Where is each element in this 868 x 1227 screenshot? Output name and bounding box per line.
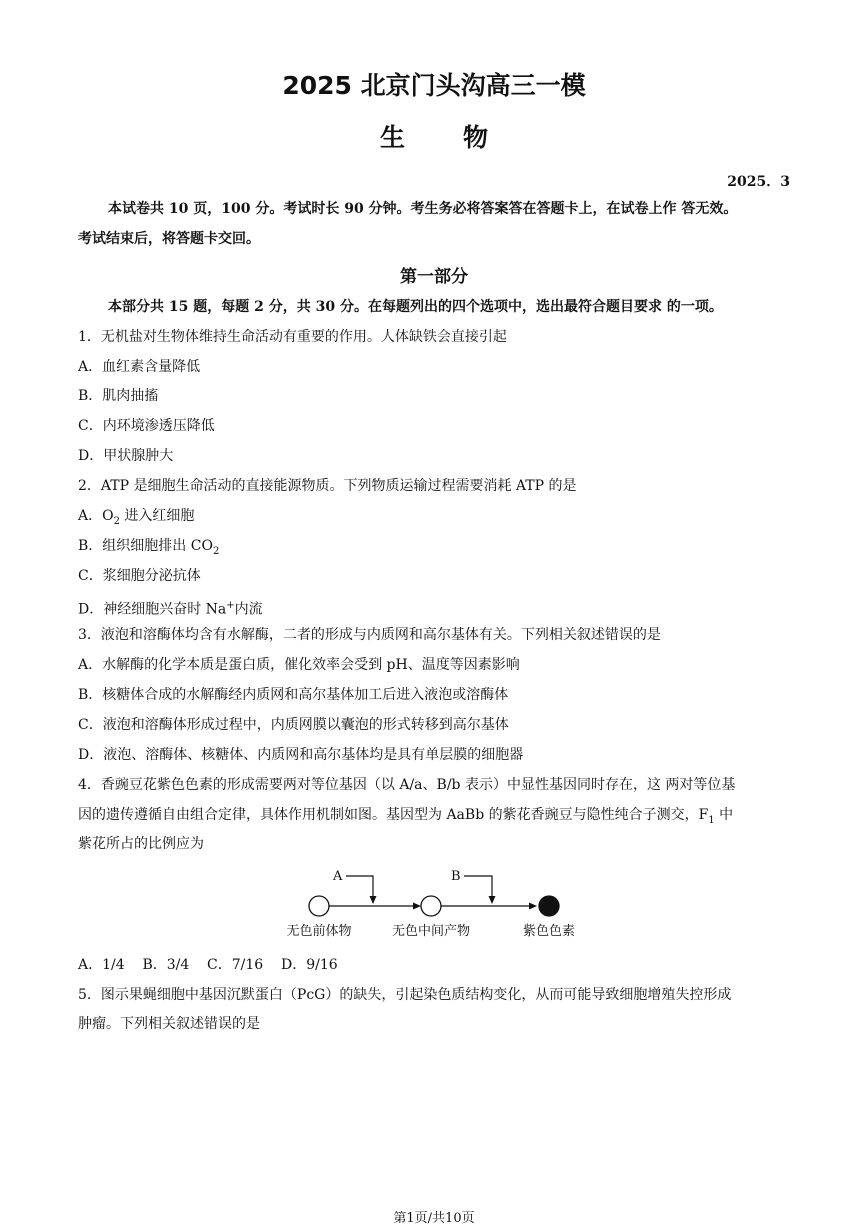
q2-option-d-sup: + — [226, 600, 235, 611]
q2-option-a-text: A．O — [78, 508, 114, 524]
intro-line-2: 考试结束后，将答题卡交回。 — [78, 231, 260, 247]
q3-stem: 3．液泡和溶酶体均含有水解酶，二者的形成与内质网和高尔基体有关。下列相关叙述错误的是 — [78, 627, 661, 643]
intermediate-node — [421, 896, 441, 916]
gene-a-arrow — [346, 876, 373, 902]
intermediate-label: 无色中间产物 — [391, 924, 471, 939]
q4-stem-line-2-text: 因的遗传遵循自由组合定律，具体作用机制如图。基因型为 AaBb 的紫花香豌豆与隐性纯合子测交，F — [78, 807, 709, 823]
gene-a-arrow-head — [370, 896, 377, 904]
page-footer: 第1页/共10页 — [393, 1211, 475, 1226]
intro-line-1: 本试卷共 10 页，100 分。考试时长 90 分钟。考生务必将答案答在答题卡上，在试卷上作 答无效。 — [108, 201, 738, 217]
q2-option-d — [78, 596, 263, 620]
gene-b-label: B — [451, 869, 461, 884]
gene-b-arrow — [464, 876, 492, 902]
q3-option-c: C．液泡和溶酶体形成过程中，内质网膜以囊泡的形式转移到高尔基体 — [78, 717, 509, 733]
q1-option-d: D．甲状腺肿大 — [78, 448, 174, 464]
q1-option-a: A．血红素含量降低 — [78, 359, 201, 375]
q4-stem-line-1: 4．香豌豆花紫色色素的形成需要两对等位基因（以 A/a、B/b 表示）中显性基因同时存在，这 两对等位基 — [78, 777, 736, 793]
q2-stem: 2．ATP 是细胞生命活动的直接能源物质。下列物质运输过程需要消耗 ATP 的是 — [78, 478, 577, 494]
q4-stem-line-2-sub: 1 — [708, 814, 715, 826]
q2-option-b-sub: 2 — [212, 545, 220, 557]
pigment-pathway-diagram — [270, 862, 600, 944]
precursor-label: 无色前体物 — [286, 924, 352, 939]
q4-stem-line-2-rest: 中 — [714, 807, 734, 823]
q2-option-a-rest: 进入红细胞 — [119, 508, 195, 524]
gene-a-label: A — [333, 869, 343, 884]
arrow-1-head — [413, 903, 421, 910]
q4-options: A．1/4 B．3/4 C．7/16 D．9/16 — [78, 957, 338, 973]
q3-option-b: B．核糖体合成的水解酶经内质网和高尔基体加工后进入液泡或溶酶体 — [78, 687, 509, 703]
q4-stem-line-2 — [78, 805, 733, 831]
section-heading: 第一部分 — [400, 267, 468, 287]
exam-date: 2025．3 — [727, 174, 790, 190]
q1-option-b: B．肌肉抽搐 — [78, 388, 159, 404]
gene-b-arrow-head — [489, 896, 496, 904]
q2-option-b-text: B．组织细胞排出 CO — [78, 538, 213, 554]
pigment-label: 紫色色素 — [522, 924, 576, 939]
q2-option-d-text: D．神经细胞兴奋时 Na — [78, 601, 227, 618]
q5-stem-line-1: 5．图示果蝇细胞中基因沉默蛋白（PcG）的缺失，引起染色质结构变化，从而可能导致细胞增殖失控形成 — [78, 987, 732, 1003]
q2-option-b — [78, 536, 219, 562]
q2-option-a — [78, 506, 194, 532]
q2-option-d-rest: 内流 — [234, 601, 263, 618]
q1-option-c: C．内环境渗透压降低 — [78, 418, 215, 434]
q4-stem-line-3: 紫花所占的比例应为 — [78, 836, 204, 852]
q5-stem-line-2: 肿瘤。下列相关叙述错误的是 — [78, 1016, 260, 1032]
arrow-2-head — [529, 903, 537, 910]
q2-option-c: C．浆细胞分泌抗体 — [78, 568, 201, 584]
q3-option-a: A．水解酶的化学本质是蛋白质，催化效率会受到 pH、温度等因素影响 — [78, 657, 520, 673]
exam-title: 2025 北京门头沟高三一模 — [282, 71, 586, 100]
subject-title: 生物 — [379, 123, 546, 152]
q1-stem: 1．无机盐对生物体维持生命活动有重要的作用。人体缺铁会直接引起 — [78, 329, 507, 345]
q3-option-d: D．液泡、溶酶体、核糖体、内质网和高尔基体均是具有单层膜的细胞器 — [78, 747, 524, 763]
q2-option-a-sub: 2 — [113, 515, 120, 527]
precursor-node — [309, 896, 329, 916]
pigment-node — [539, 896, 559, 916]
section-instruction: 本部分共 15 题，每题 2 分，共 30 分。在每题列出的四个选项中，选出最符合题目要求 的一项。 — [108, 299, 723, 315]
